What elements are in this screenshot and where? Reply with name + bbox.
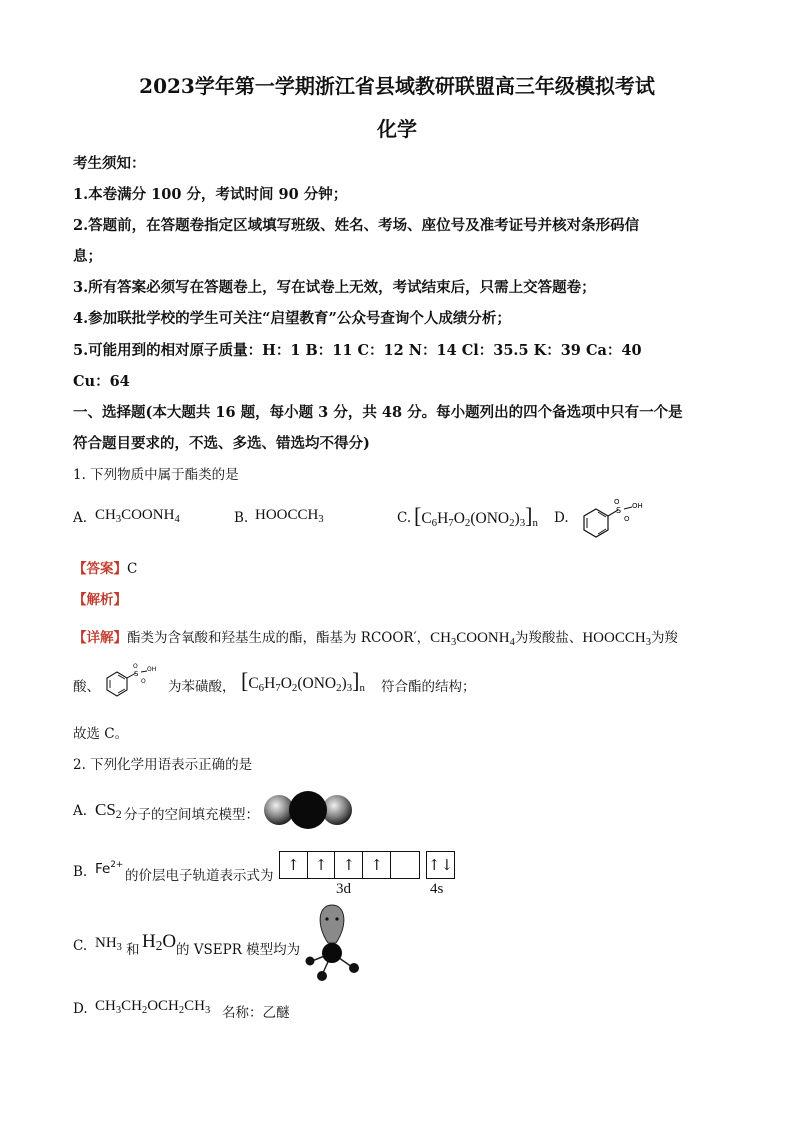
detail-formula-3: $[C_6H_7O_2(ONO_2)_3]_n$: [241, 668, 365, 694]
q1-answer-line: [73, 557, 137, 577]
notice-item-2: 2.答题前，在答题卷指定区域填写班级、姓名、考场、座位号及准考证号并核对条形码信: [73, 217, 640, 234]
cs2-space-filling-model: [262, 790, 354, 830]
detail-text-3: 为羧: [650, 630, 678, 646]
notice-heading: 考生须知：: [73, 155, 146, 172]
q1-detail-text-5: 为苯磺酸，: [168, 679, 236, 695]
q2-option-c-formula-1: $NH_3$: [95, 935, 122, 953]
svg-text:S: S: [134, 670, 139, 678]
answer-value: C: [127, 561, 138, 577]
notice-item-4: 4.参加联批学校的学生可关注“启望教育”公众号查询个人成绩分析；: [73, 310, 511, 327]
q2-option-c-label: C.: [73, 938, 88, 954]
notice-item-5-cont: Cu：64: [73, 373, 130, 390]
q2-option-c-and: 和: [126, 942, 140, 958]
q1-analysis-line: [73, 588, 127, 608]
q2-option-d-formula: $CH_3CH_2OCH_2CH_3$: [95, 998, 211, 1016]
q2-stem: 2. 下列化学用语表示正确的是: [73, 757, 253, 773]
q2-option-a-label: A.: [73, 803, 88, 819]
q2-option-b-label: B.: [73, 864, 88, 880]
svg-text:O: O: [624, 515, 630, 523]
detail-text-2: 为羧酸盐、: [514, 630, 583, 646]
notice-item-1: 1.本卷满分 100 分，考试时间 90 分钟；: [73, 186, 348, 203]
orbital-4s-label: 4s: [430, 881, 444, 897]
q1-option-c-label: C.: [397, 510, 412, 526]
svg-text:S: S: [616, 506, 622, 515]
q2-option-c-text: 的 VSEPR 模型均为: [176, 942, 301, 958]
exam-title: 2023学年第一学期浙江省县域教研联盟高三年级模拟考试: [139, 74, 655, 98]
benzenesulfonic-acid-structure: [578, 497, 650, 543]
notice-item-2-cont: 息；: [73, 248, 102, 265]
section1-line2: 符合题目要求的，不选、多选、错选均不得分): [73, 435, 370, 452]
svg-text:O: O: [614, 498, 620, 506]
notice-item-5: 5.可能用到的相对原子质量：H：1 B：11 C：12 N：14 Cl：35.5 K：39 Ca：40: [73, 342, 642, 359]
section1-line1: 一、选择题(本大题共 16 题，每小题 3 分，共 48 分。每小题列出的四个备选项中只有一个是: [73, 404, 683, 421]
svg-text:OH: OH: [632, 502, 643, 510]
answer-tag: 【答案】: [73, 561, 127, 577]
q2-option-b-text: 的价层电子轨道表示式为: [125, 868, 274, 884]
detail-formula-1: $CH_3COONH_4$: [430, 630, 515, 648]
q2-option-d-text: 名称：乙醚: [222, 1005, 290, 1021]
q2-option-b-ion: $Fe^{2+}$: [95, 860, 124, 877]
q2-option-c-formula-2: $H_2O$: [142, 931, 177, 953]
q1-option-a-label: A.: [73, 510, 88, 526]
svg-text:OH: OH: [147, 666, 157, 673]
subject-title: 化学: [377, 117, 417, 141]
q1-option-c-formula: $[C_6H_7O_2(ONO_2)_3]_n$: [414, 503, 538, 529]
orbital-3d-label: 3d: [336, 881, 351, 897]
q1-stem: 1. 下列物质中属于酯类的是: [73, 467, 239, 483]
analysis-tag: 【解析】: [73, 592, 127, 608]
q2-option-d-label: D.: [73, 1001, 88, 1017]
detail-formula-2: $HOOCCH_3$: [582, 630, 651, 648]
q2-option-a-formula: $CS_2$: [95, 800, 122, 821]
orbital-3d-box: ↑ ↑ ↑ ↑: [279, 851, 420, 879]
notice-item-3: 3.所有答案必须写在答题卷上，写在试卷上无效，考试结束后，只需上交答题卷；: [73, 279, 596, 296]
detail-text-1: 酯类为含氧酸和羟基生成的酯，酯基为 RCOOR′，: [127, 630, 431, 646]
q1-detail-text-6: 符合酯的结构；: [381, 679, 476, 695]
svg-text:O: O: [141, 678, 146, 685]
q1-option-b-formula: $HOOCCH_3$: [255, 507, 324, 525]
q1-option-b-label: B.: [234, 510, 249, 526]
svg-text:O: O: [133, 663, 138, 670]
q2-option-a-text: 分子的空间填充模型：: [124, 807, 259, 823]
detail-tag: 【详解】: [73, 630, 127, 646]
q1-option-a-formula: $CH_3COONH_4$: [95, 507, 180, 525]
q1-option-d-label: D.: [554, 510, 569, 526]
vsepr-tetrahedral-model: [300, 903, 372, 987]
benzenesulfonic-acid-structure-small: [102, 662, 164, 702]
orbital-4s-box: ↑↓: [426, 851, 455, 879]
q1-conclusion: 故选 C。: [73, 726, 129, 742]
q1-detail-line2-start: 酸、: [73, 679, 100, 695]
q1-detail-line1: [73, 626, 678, 648]
